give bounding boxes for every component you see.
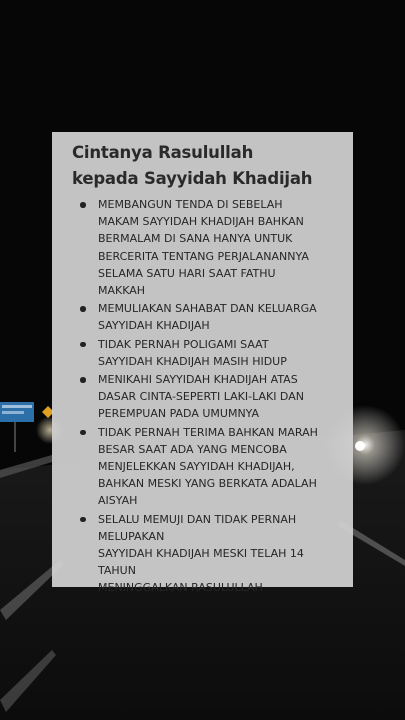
list-item-text: MEMBANGUN TENDA DI SEBELAH MAKAM SAYYIDAH KHADIJAH BAHKAN BERMALAM DI SANA HANYA UNTUK BERCERITA TENTANG PERJALANANNYA SELAMA SATU HARI SAAT FATHU MAKKAH <box>98 198 309 298</box>
info-card <box>52 132 353 595</box>
bullet-dot-icon <box>80 377 86 383</box>
headlight <box>355 441 365 451</box>
list-item-text: MENIKAHI SAYYIDAH KHADIJAH ATAS DASAR CINTA-SEPERTI LAKI-LAKI DAN PEREMPUAN PADA UMUMNYA <box>98 373 304 421</box>
list-item <box>72 511 339 597</box>
road-sign-text <box>2 405 32 408</box>
list-item-text: SELALU MEMUJI DAN TIDAK PERNAH MELUPAKAN SAYYIDAH KHADIJAH MESKI TELAH 14 TAHUN MENINGGALKAN RASULULLAH <box>98 512 304 595</box>
list-item <box>72 424 339 510</box>
sign-pole <box>14 422 16 452</box>
list-item-text: TIDAK PERNAH POLIGAMI SAAT SAYYIDAH KHADIJAH MASIH HIDUP <box>98 337 287 368</box>
bullet-dot-icon <box>80 517 86 523</box>
card-title <box>72 140 339 192</box>
road-sign-text <box>2 411 24 414</box>
list-item <box>72 371 339 423</box>
bullet-dot-icon <box>80 430 86 436</box>
card-title-line-2: kepada Sayyidah Khadijah <box>72 169 313 188</box>
list-item-text: TIDAK PERNAH TERIMA BAHKAN MARAH BESAR SAAT ADA YANG MENCOBA MENJELEKKAN SAYYIDAH KHADIJAH, BAHKAN MESKI YANG BERKATA ADALAH AISYAH <box>98 425 318 508</box>
list-item <box>72 196 339 299</box>
list-item-text: MEMULIAKAN SAHABAT DAN KELUARGA SAYYIDAH KHADIJAH <box>98 302 317 333</box>
card-title-line-1: Cintanya Rasulullah <box>72 143 254 162</box>
bullet-list <box>72 196 339 597</box>
bullet-dot-icon <box>80 202 86 208</box>
bullet-dot-icon <box>80 306 86 312</box>
list-item <box>72 300 339 334</box>
bullet-dot-icon <box>80 342 86 348</box>
list-item <box>72 336 339 370</box>
